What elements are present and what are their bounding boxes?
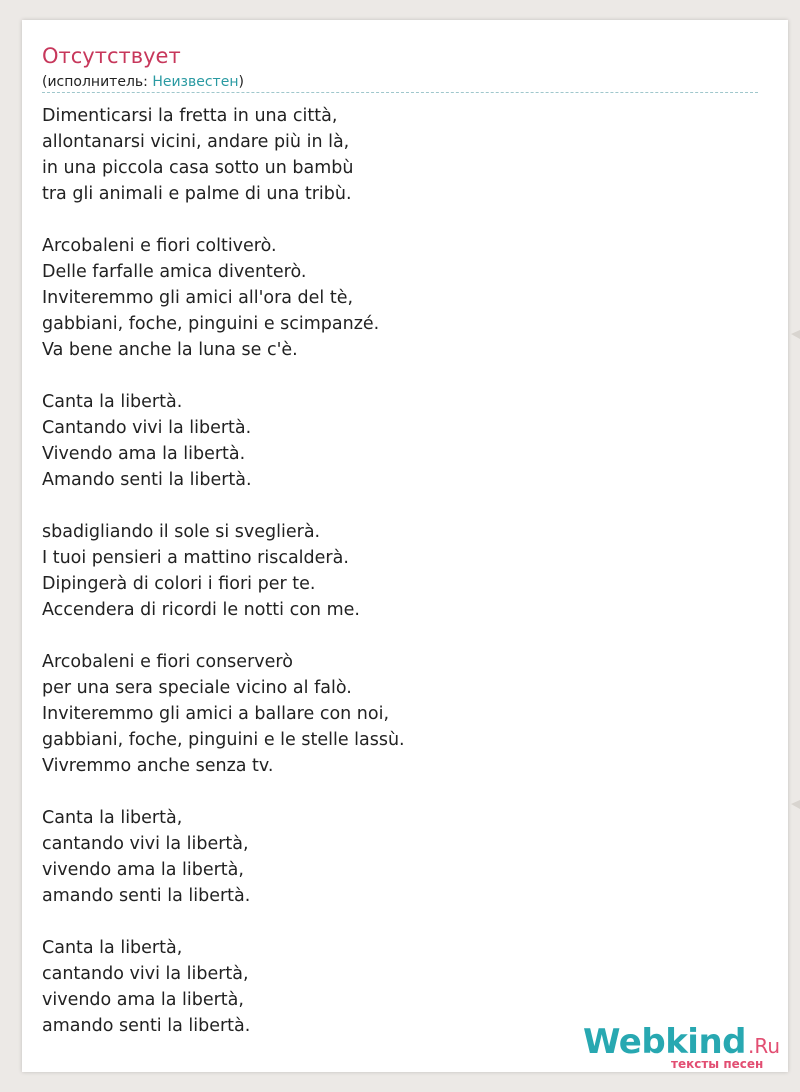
lyric-line: sbadigliando il sole si sveglierà. bbox=[42, 522, 321, 542]
artist-suffix: ) bbox=[238, 74, 244, 90]
lyric-line: Vivremmo anche senza tv. bbox=[42, 756, 274, 776]
lyric-line: amando senti la libertà. bbox=[42, 1016, 251, 1036]
lyrics-stanza bbox=[42, 389, 405, 493]
logo-tagline: тексты песен bbox=[671, 1057, 764, 1071]
lyric-line: vivendo ama la libertà, bbox=[42, 990, 244, 1010]
lyric-line: gabbiani, foche, pinguini e le stelle lassù. bbox=[42, 730, 405, 750]
lyric-line: allontanarsi vicini, andare più in là, bbox=[42, 132, 350, 152]
lyric-line: Arcobaleni e fiori coltiverò. bbox=[42, 236, 277, 256]
lyric-line: Delle farfalle amica diventerò. bbox=[42, 262, 307, 282]
lyric-line: vivendo ama la libertà, bbox=[42, 860, 244, 880]
lyric-line: Arcobaleni e fiori conserverò bbox=[42, 652, 293, 672]
lyric-line: Cantando vivi la libertà. bbox=[42, 418, 252, 438]
header-divider bbox=[42, 92, 758, 93]
song-title: Отсутствует bbox=[42, 44, 181, 68]
artist-line bbox=[42, 72, 244, 92]
lyrics-body bbox=[42, 103, 405, 1065]
lyric-line: cantando vivi la libertà, bbox=[42, 964, 249, 984]
site-logo[interactable] bbox=[583, 1022, 781, 1071]
page-curl-icon bbox=[791, 330, 800, 339]
lyric-line: Accendera di ricordi le notti con me. bbox=[42, 600, 360, 620]
logo-main-text: Webkind bbox=[583, 1022, 746, 1062]
lyric-line: tra gli animali e palme di una tribù. bbox=[42, 184, 352, 204]
lyric-line: gabbiani, foche, pinguini e scimpanzé. bbox=[42, 314, 380, 334]
lyric-line: I tuoi pensieri a mattino riscalderà. bbox=[42, 548, 349, 568]
lyric-line: Vivendo ama la libertà. bbox=[42, 444, 246, 464]
lyrics-stanza bbox=[42, 805, 405, 909]
lyric-line: in una piccola casa sotto un bambù bbox=[42, 158, 354, 178]
lyric-line: Inviteremmo gli amici a ballare con noi, bbox=[42, 704, 390, 724]
lyric-line: Canta la libertà. bbox=[42, 392, 183, 412]
page-curl-icon bbox=[791, 800, 800, 809]
lyrics-stanza bbox=[42, 519, 405, 623]
lyric-line: Amando senti la libertà. bbox=[42, 470, 252, 490]
lyrics-stanza bbox=[42, 649, 405, 779]
artist-prefix: (исполнитель: bbox=[42, 74, 153, 90]
lyric-line: Inviteremmo gli amici all'ora del tè, bbox=[42, 288, 354, 308]
lyric-line: cantando vivi la libertà, bbox=[42, 834, 249, 854]
lyrics-card bbox=[22, 20, 788, 1072]
lyric-line: Canta la libertà, bbox=[42, 808, 183, 828]
lyrics-stanza bbox=[42, 935, 405, 1039]
lyrics-stanza bbox=[42, 233, 405, 363]
lyric-line: Va bene anche la luna se c'è. bbox=[42, 340, 298, 360]
artist-link[interactable]: Неизвестен bbox=[152, 74, 239, 90]
lyric-line: amando senti la libertà. bbox=[42, 886, 251, 906]
lyric-line: Dipingerà di colori i fiori per te. bbox=[42, 574, 316, 594]
lyric-line: per una sera speciale vicino al falò. bbox=[42, 678, 352, 698]
lyric-line: Dimenticarsi la fretta in una città, bbox=[42, 106, 338, 126]
lyric-line: Canta la libertà, bbox=[42, 938, 183, 958]
lyrics-stanza bbox=[42, 103, 405, 207]
logo-domain-text: .Ru bbox=[748, 1034, 781, 1058]
